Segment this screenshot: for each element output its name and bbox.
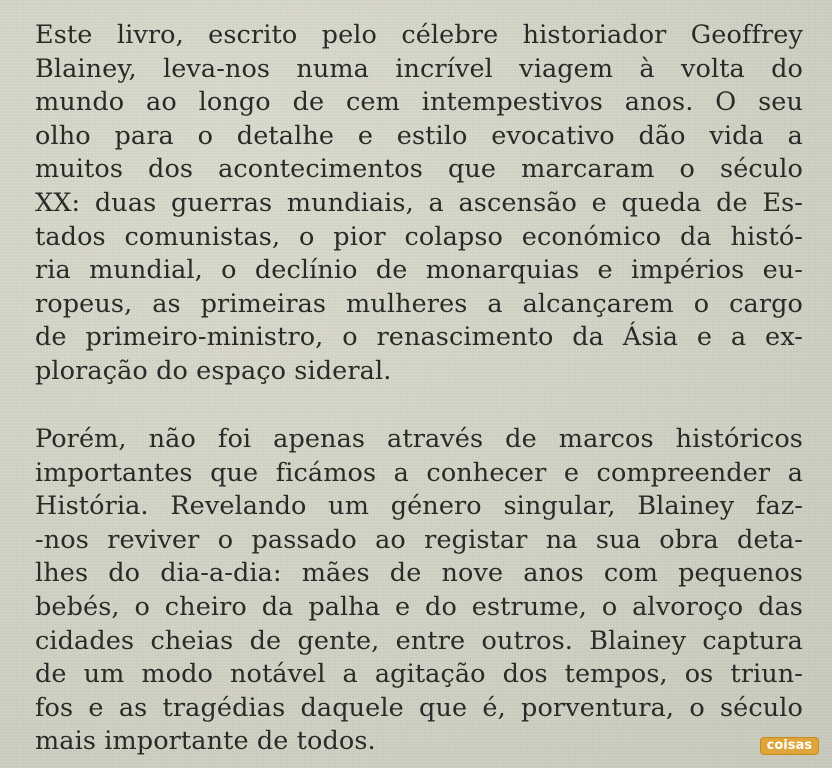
paragraph-1-line-1: Este livro, escrito pelo célebre historiador Geoffrey	[35, 20, 803, 50]
paragraph-1-line-2: Blainey, leva-nos numa incrível viagem à volta do	[35, 53, 803, 84]
paragraph-2-line-9: fos e as tragédias daquele que é, porventura, o século	[35, 692, 803, 723]
paragraph-1-line-5: muitos dos acontecimentos que marcaram o século	[35, 154, 803, 185]
paragraph-2-line-7: cidades cheias de gente, entre outros. Blainey captura	[35, 625, 803, 656]
paragraph-2-line-2: importantes que ficámos a conhecer e compreender a	[35, 457, 803, 488]
paragraph-2-line-1: Porém, não foi apenas através de marcos históricos	[35, 424, 803, 454]
paragraph-1-line-6: XX: duas guerras mundiais, a ascensão e queda de Es-	[35, 187, 803, 218]
paragraph-2-line-8: de um modo notável a agitação dos tempos, os triun-	[35, 659, 803, 690]
paragraph-1-line-11: ploração do espaço sideral.	[35, 355, 392, 386]
paragraph-1-line-7: tados comunistas, o pior colapso económico da histó-	[35, 221, 803, 252]
paragraph-2-line-5: lhes do dia-a-dia: mães de nove anos com pequenos	[35, 558, 803, 589]
paragraph-1-line-9: ropeus, as primeiras mulheres a alcançarem o cargo	[35, 288, 803, 319]
paragraph-1-line-8: ria mundial, o declínio de monarquias e impérios eu-	[35, 255, 803, 286]
paragraph-1	[35, 19, 803, 389]
paragraph-2-line-3: História. Revelando um género singular, Blainey faz-	[35, 491, 803, 522]
paragraph-1-line-4: olho para o detalhe e estilo evocativo dão vida a	[35, 120, 803, 151]
watermark-logo: coisas	[761, 738, 818, 754]
paragraph-2-line-10: mais importante de todos.	[35, 726, 376, 757]
paragraph-2	[35, 423, 803, 759]
paragraph-2-line-6: bebés, o cheiro da palha e do estrume, o alvoroço das	[35, 591, 803, 622]
paragraph-1-line-10: de primeiro-ministro, o renascimento da Ásia e a ex-	[35, 322, 803, 353]
paragraph-1-line-3: mundo ao longo de cem intempestivos anos. O seu	[35, 87, 803, 118]
paragraph-2-line-4: -nos reviver o passado ao registar na sua obra deta-	[35, 524, 803, 555]
